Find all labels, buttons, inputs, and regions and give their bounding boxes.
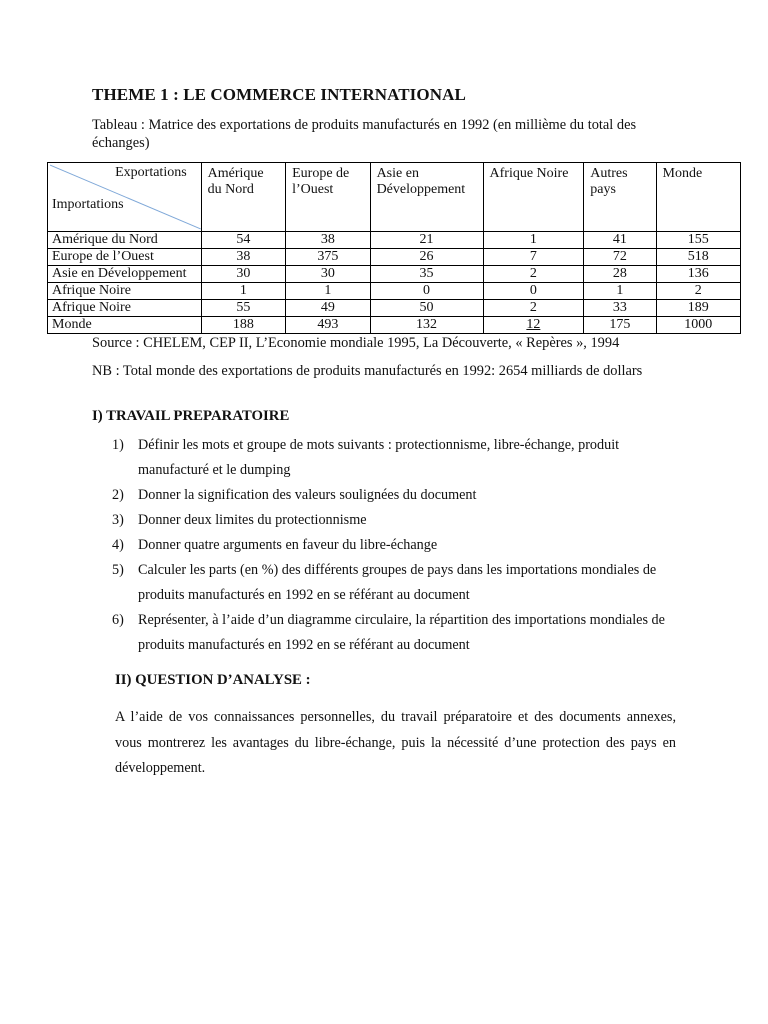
source-note: Source : CHELEM, CEP II, L’Economie mondiale 1995, La Découverte, « Repères », 1994 [92,335,620,351]
table-cell-highlighted: 2 [656,283,741,300]
table-header-row [48,163,741,232]
col-header: Afrique Noire [483,163,584,232]
table-row [48,249,741,266]
table-cell: 0 [483,283,584,300]
section-heading-analyse: II) QUESTION D’ANALYSE : [115,672,311,688]
table-cell: 28 [584,266,656,283]
table-cell: 30 [201,266,285,283]
table-row [48,317,741,334]
table-row [48,232,741,249]
col-header: Europe de l’Ouest [286,163,370,232]
page-title: THEME 1 : LE COMMERCE INTERNATIONAL [92,85,466,104]
col-header: Asie en Développement [370,163,483,232]
list-item [112,558,692,608]
list-item [112,608,692,658]
table-cell: 155 [656,232,741,249]
table-cell: 0 [370,283,483,300]
nb-note: NB : Total monde des exportations de produits manufacturés en 1992: 2654 milliards de dollars [92,363,643,379]
table-cell: 132 [370,317,483,334]
table-cell: 2 [483,266,584,283]
corner-label-exportations: Exportations [115,165,187,180]
table-cell: 21 [370,232,483,249]
item-text: Donner quatre arguments en faveur du libre-échange [138,537,438,553]
table-cell: 72 [584,249,656,266]
item-text: Calculer les parts (en %) des différents groupes de pays dans les importations mondiales de produits manufacturés en 1992 en se référant au document [138,562,657,603]
table-cell: 2 [483,300,584,317]
table-cell: 1000 [656,317,741,334]
item-number: 6) [112,612,124,628]
table-cell: 38 [201,249,285,266]
item-number: 1) [112,437,124,453]
list-item [112,433,692,483]
item-text: Définir les mots et groupe de mots suivants : protectionnisme, libre-échange, produit manufacturé et le dumping [138,437,620,478]
table-cell: 1 [483,232,584,249]
table-cell: 518 [656,249,741,266]
table-cell-underlined: 12 [483,317,584,334]
table-cell: 50 [370,300,483,317]
list-item [112,483,692,508]
table-cell: 38 [286,232,370,249]
table-row [48,283,741,300]
table-cell: 54 [201,232,285,249]
item-text: Donner la signification des valeurs soulignées du document [138,487,477,503]
table-cell: 26 [370,249,483,266]
table-cell: 7 [483,249,584,266]
row-label: Afrique Noire [48,300,202,317]
item-number: 3) [112,512,124,528]
question-list [112,433,692,658]
row-label: Europe de l’Ouest [48,249,202,266]
row-label: Afrique Noire [48,283,202,300]
table-cell: 33 [584,300,656,317]
table-cell: 188 [201,317,285,334]
col-header: Monde [656,163,741,232]
table-cell: 1 [584,283,656,300]
item-text: Donner deux limites du protectionnisme [138,512,367,528]
list-item [112,508,692,533]
item-number: 4) [112,537,124,553]
table-cell: 41 [584,232,656,249]
list-item [112,533,692,558]
table-row [48,266,741,283]
table-cell: 49 [286,300,370,317]
col-header: Amérique du Nord [201,163,285,232]
export-matrix-table [47,162,741,334]
table-cell: 35 [370,266,483,283]
table-caption: Tableau : Matrice des exportations de produits manufacturés en 1992 (en millième du total des échanges) [92,117,637,151]
table-cell: 55 [201,300,285,317]
table-row [48,300,741,317]
table-cell: 1 [201,283,285,300]
table-corner-cell [48,163,202,232]
table-cell: 493 [286,317,370,334]
table-cell: 30 [286,266,370,283]
section-heading-travail: I) TRAVAIL PREPARATOIRE [92,408,290,424]
table-cell: 136 [656,266,741,283]
item-number: 5) [112,562,124,578]
table-cell: 175 [584,317,656,334]
table-cell: 1 [286,283,370,300]
corner-label-importations: Importations [52,197,124,212]
row-label: Amérique du Nord [48,232,202,249]
row-label: Monde [48,317,202,334]
table-cell: 189 [656,300,741,317]
analysis-paragraph: A l’aide de vos connaissances personnelles, du travail préparatoire et des documents annexes, vous montrerez les avantages du libre-échange, puis la nécessité d’une protection des pays en développement. [115,709,676,776]
row-label: Asie en Développement [48,266,202,283]
col-header: Autres pays [584,163,656,232]
item-text: Représenter, à l’aide d’un diagramme circulaire, la répartition des importations mondiales de produits manufacturés en 1992 en se référant au document [138,612,665,653]
table-cell: 375 [286,249,370,266]
item-number: 2) [112,487,124,503]
